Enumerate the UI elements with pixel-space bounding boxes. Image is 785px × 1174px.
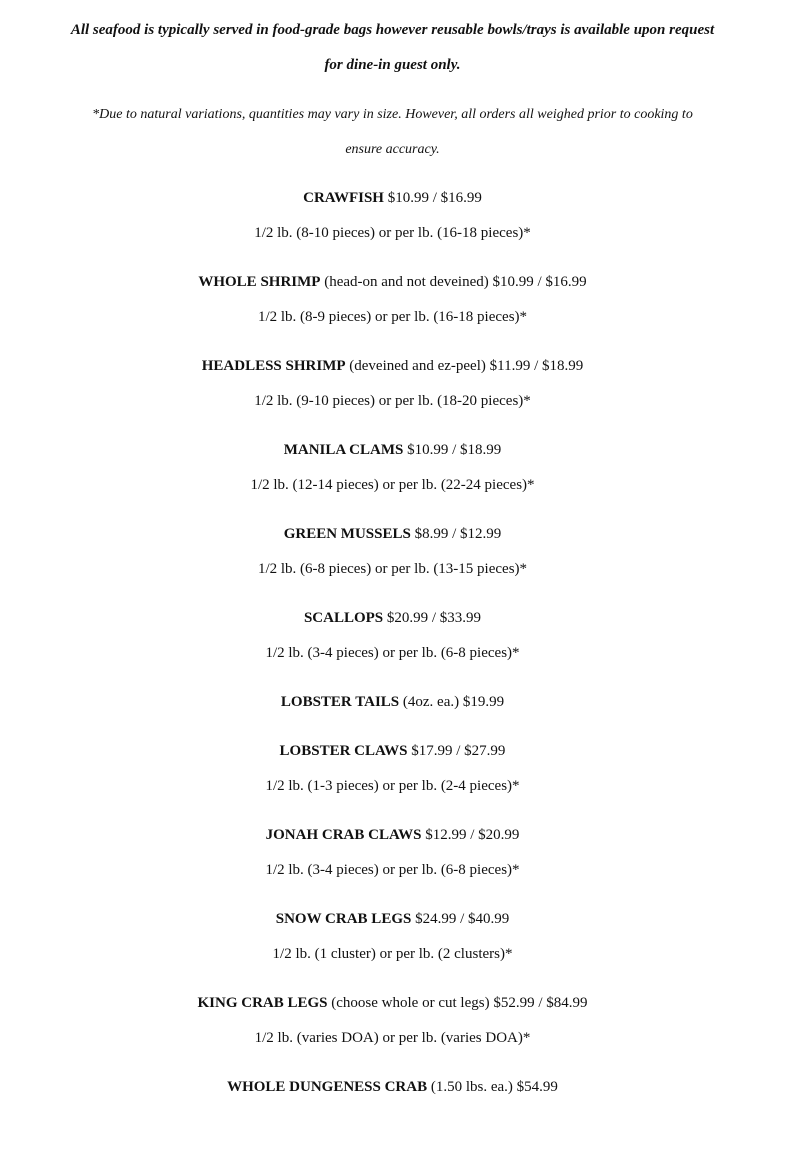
- item-name: HEADLESS SHRIMP: [201, 358, 346, 374]
- item-name: SNOW CRAB LEGS: [275, 911, 412, 927]
- menu-item-title: [0, 1070, 785, 1105]
- item-price: $10.99 / $16.99: [492, 274, 587, 290]
- menu-item-title: [0, 265, 785, 300]
- menu-item: [0, 433, 785, 503]
- item-quantity: 1/2 lb. (1 cluster) or per lb. (2 clusters)*: [272, 946, 513, 962]
- serving-bags-notice: [40, 13, 745, 83]
- menu-item-title: [0, 986, 785, 1021]
- menu-item-title: [0, 818, 785, 853]
- item-name: SCALLOPS: [303, 610, 384, 626]
- item-name: MANILA CLAMS: [283, 442, 404, 458]
- menu-item: [0, 1070, 785, 1105]
- item-name: KING CRAB LEGS: [197, 995, 328, 1011]
- item-quantity: 1/2 lb. (12-14 pieces) or per lb. (22-24 pieces)*: [250, 477, 535, 493]
- item-price: $12.99 / $20.99: [425, 827, 520, 843]
- menu-item: [0, 902, 785, 972]
- serving-bags-notice-line-2: for dine-in guest only.: [324, 57, 461, 73]
- item-price: $11.99 / $18.99: [489, 358, 584, 374]
- menu-item: [0, 265, 785, 335]
- size-variation-notice: [40, 97, 745, 167]
- item-name: LOBSTER TAILS: [280, 694, 400, 710]
- item-note: (deveined and ez-peel): [349, 358, 486, 374]
- menu-item: [0, 349, 785, 419]
- item-name: JONAH CRAB CLAWS: [265, 827, 422, 843]
- item-name: CRAWFISH: [303, 190, 384, 206]
- item-name: GREEN MUSSELS: [283, 526, 411, 542]
- item-quantity: 1/2 lb. (6-8 pieces) or per lb. (13-15 pieces)*: [257, 561, 528, 577]
- item-price: $8.99 / $12.99: [414, 526, 502, 542]
- item-price: $10.99 / $16.99: [387, 190, 482, 206]
- menu-item: [0, 986, 785, 1056]
- item-name: WHOLE DUNGENESS CRAB: [227, 1079, 428, 1095]
- menu-item: [0, 601, 785, 671]
- item-price: $24.99 / $40.99: [415, 911, 510, 927]
- menu-item-title: [0, 601, 785, 636]
- item-name: LOBSTER CLAWS: [279, 743, 408, 759]
- item-note: (head-on and not deveined): [324, 274, 489, 290]
- menu-item: [0, 818, 785, 888]
- size-variation-notice-line-2: ensure accuracy.: [345, 142, 440, 157]
- item-price: $10.99 / $18.99: [407, 442, 502, 458]
- menu-item: [0, 734, 785, 804]
- item-note: (choose whole or cut legs): [331, 995, 490, 1011]
- item-quantity: 1/2 lb. (9-10 pieces) or per lb. (18-20 pieces)*: [254, 393, 531, 409]
- item-price: $52.99 / $84.99: [493, 995, 588, 1011]
- item-price: $17.99 / $27.99: [411, 743, 506, 759]
- menu-item-title: [0, 433, 785, 468]
- seafood-menu-list: [0, 181, 785, 1119]
- item-quantity: 1/2 lb. (8-9 pieces) or per lb. (16-18 pieces)*: [257, 309, 528, 325]
- item-price: $19.99: [462, 694, 505, 710]
- serving-bags-notice-line-1: All seafood is typically served in food-grade bags however reusable bowls/trays is available upon request: [70, 22, 715, 38]
- size-variation-notice-line-1: *Due to natural variations, quantities may vary in size. However, all orders all weighed prior to cooking to: [92, 107, 693, 122]
- menu-item: [0, 181, 785, 251]
- menu-item: [0, 517, 785, 587]
- menu-item-title: [0, 685, 785, 720]
- item-price: $54.99: [516, 1079, 558, 1095]
- item-price: $20.99 / $33.99: [386, 610, 482, 626]
- item-quantity: 1/2 lb. (3-4 pieces) or per lb. (6-8 pieces)*: [265, 862, 520, 878]
- item-note: (4oz. ea.): [402, 694, 460, 710]
- menu-item-title: [0, 349, 785, 384]
- menu-item-title: [0, 181, 785, 216]
- item-quantity: 1/2 lb. (1-3 pieces) or per lb. (2-4 pieces)*: [265, 778, 520, 794]
- menu-item-title: [0, 734, 785, 769]
- menu-item-title: [0, 902, 785, 937]
- menu-item: [0, 685, 785, 720]
- item-quantity: 1/2 lb. (8-10 pieces) or per lb. (16-18 pieces)*: [254, 225, 531, 241]
- item-note: (1.50 lbs. ea.): [430, 1079, 513, 1095]
- item-quantity: 1/2 lb. (3-4 pieces) or per lb. (6-8 pieces)*: [265, 645, 520, 661]
- menu-item-title: [0, 517, 785, 552]
- item-name: WHOLE SHRIMP: [198, 274, 321, 290]
- item-quantity: 1/2 lb. (varies DOA) or per lb. (varies DOA)*: [254, 1030, 531, 1046]
